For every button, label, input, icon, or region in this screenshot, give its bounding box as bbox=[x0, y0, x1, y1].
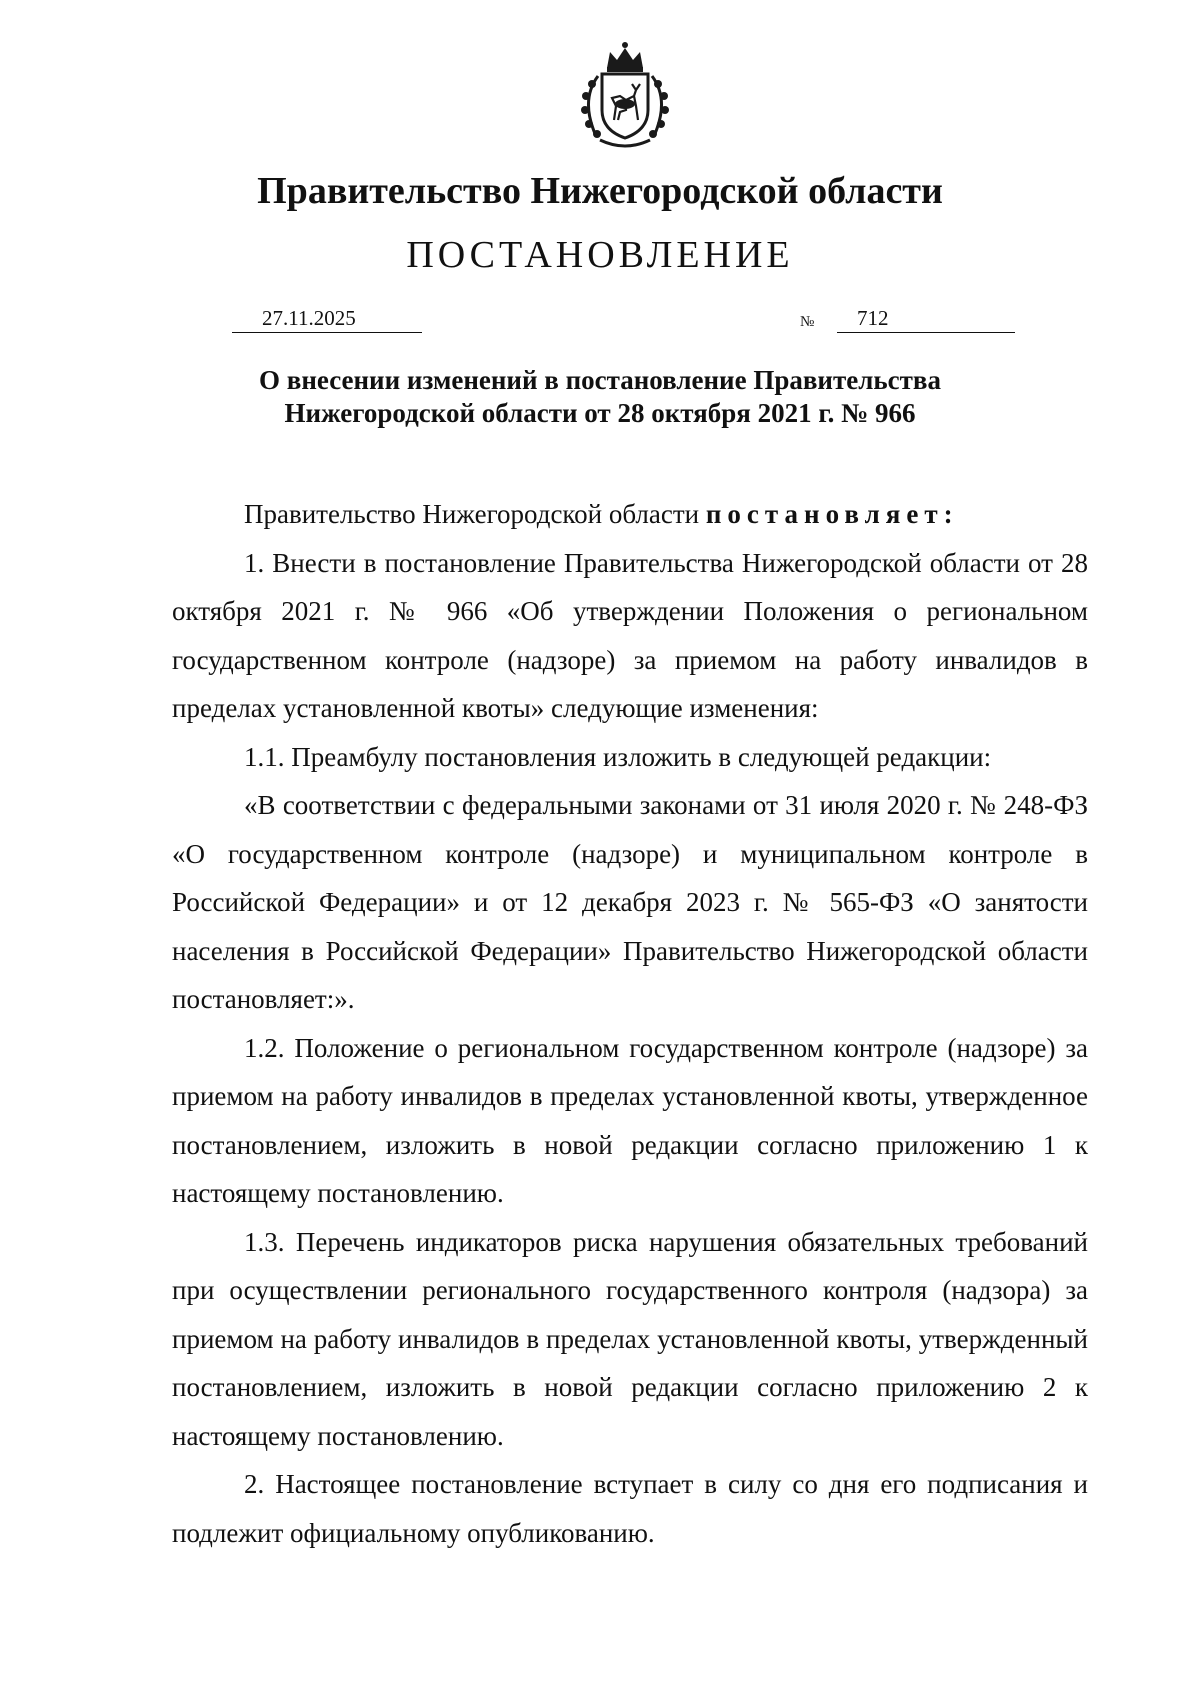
document-type: ПОСТАНОВЛЕНИЕ bbox=[406, 234, 794, 276]
document-body bbox=[172, 490, 1088, 1557]
government-name: Правительство Нижегородской области bbox=[257, 170, 943, 212]
paragraph-1: 1. Внести в постановление Правительства Нижегородской области от 28 октября 2021 г. № 966 «Об утверждении Положения о региональном государственном контроле (надзоре) за приемом на работу инвалидов в пределах установленной квоты» следующие изменения: bbox=[172, 547, 1088, 723]
document-heading bbox=[170, 364, 1030, 430]
coat-of-arms-icon bbox=[570, 40, 680, 152]
heading-line-2: Нижегородской области от 28 октября 2021 г. № 966 bbox=[284, 398, 916, 428]
document-number: 712 bbox=[857, 306, 889, 330]
heading-line-1: О внесении изменений в постановление Правительства bbox=[259, 365, 941, 395]
intro-prefix: Правительство Нижегородской области bbox=[244, 499, 706, 529]
number-sign: № bbox=[800, 314, 815, 330]
paragraph-1-1-quote: «В соответствии с федеральными законами от 31 июля 2020 г. № 248-ФЗ «О государственном контроле (надзоре) и муниципальном контроле в Российской Федерации» и от 12 декабря 2023 г. № 565-ФЗ «О занятости населения в Российской Федерации» Правительство Нижегородской области постановляет:». bbox=[172, 790, 1088, 1014]
date-field bbox=[232, 302, 422, 333]
paragraph-2: 2. Настоящее постановление вступает в силу со дня его подписания и подлежит официальному опубликованию. bbox=[172, 1469, 1088, 1548]
number-field bbox=[837, 302, 1015, 333]
document-date: 27.11.2025 bbox=[262, 306, 356, 330]
intro-paragraph bbox=[172, 490, 1088, 539]
paragraph-1-2: 1.2. Положение о региональном государственном контроле (надзоре) за приемом на работу инвалидов в пределах установленной квоты, утвержденное постановлением, изложить в новой редакции согласно приложению 1 к настоящему постановлению. bbox=[172, 1032, 1088, 1208]
intro-resolves: постановляет: bbox=[705, 499, 959, 529]
paragraph-1-3: 1.3. Перечень индикаторов риска нарушения обязательных требований при осуществлении регионального государственного контроля (надзора) за приемом на работу инвалидов в пределах установленной квоты, утвержденный постановлением, изложить в новой редакции согласно приложению 2 к настоящему постановлению. bbox=[172, 1226, 1088, 1451]
paragraph-1-1: 1.1. Преамбулу постановления изложить в следующей редакции: bbox=[244, 741, 992, 772]
